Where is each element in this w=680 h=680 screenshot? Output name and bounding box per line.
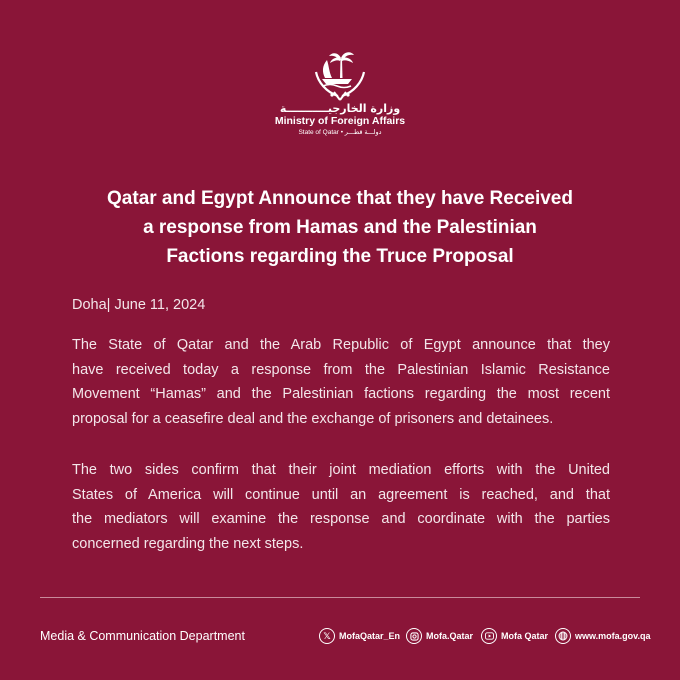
- title-line: Qatar and Egypt Announce that they have Received: [107, 188, 573, 209]
- instagram-link[interactable]: [406, 628, 473, 644]
- youtube-link[interactable]: [481, 628, 548, 644]
- logo-english-text: Ministry of Foreign Affairs: [274, 115, 406, 127]
- paragraph-line: concerned regarding the next steps.: [72, 535, 304, 552]
- youtube-handle: Mofa Qatar: [501, 631, 549, 641]
- logo-arabic-text: وزارة الخارجيـــــــــــة: [279, 102, 401, 115]
- footer-divider: [40, 597, 640, 598]
- youtube-icon: [481, 628, 497, 644]
- title-line: Factions regarding the Truce Proposal: [166, 246, 514, 267]
- website-link[interactable]: [555, 628, 651, 644]
- paragraph-line: States of America will continue until an agreement is reached, and that: [72, 486, 610, 503]
- ministry-logo: [270, 48, 410, 160]
- body-paragraph-1: [72, 333, 610, 431]
- paragraph-line: Movement “Hamas” and the Palestinian factions regarding the most recent: [72, 386, 610, 402]
- paragraph-line: the mediators will examine the response and coordinate with the parties: [72, 511, 610, 527]
- x-link[interactable]: [319, 628, 400, 644]
- body-paragraph-2: [72, 458, 610, 556]
- website-url: www.mofa.gov.qa: [575, 631, 651, 641]
- paragraph-line: have received today a response from the Palestinian Islamic Resistance: [72, 361, 610, 378]
- instagram-icon: [406, 628, 422, 644]
- x-handle: MofaQatar_En: [339, 631, 401, 641]
- title-line: a response from Hamas and the Palestinian: [143, 217, 537, 238]
- paragraph-line: proposal for a ceasefire deal and the exchange of prisoners and detainees.: [72, 410, 554, 427]
- x-icon: 𝕏: [319, 628, 335, 644]
- dateline: Doha| June 11, 2024: [72, 297, 206, 313]
- qatar-emblem-icon: [310, 48, 370, 102]
- logo-state-text: State of Qatar • دولـــة قطـــر: [298, 129, 382, 136]
- instagram-handle: Mofa.Qatar: [426, 631, 474, 641]
- globe-icon: [555, 628, 571, 644]
- paragraph-line: The two sides confirm that their joint mediation efforts with the United: [72, 462, 610, 478]
- paragraph-line: The State of Qatar and the Arab Republic of Egypt announce that they: [72, 337, 610, 353]
- press-release-title: [40, 184, 640, 271]
- department-name: Media & Communication Department: [40, 629, 245, 643]
